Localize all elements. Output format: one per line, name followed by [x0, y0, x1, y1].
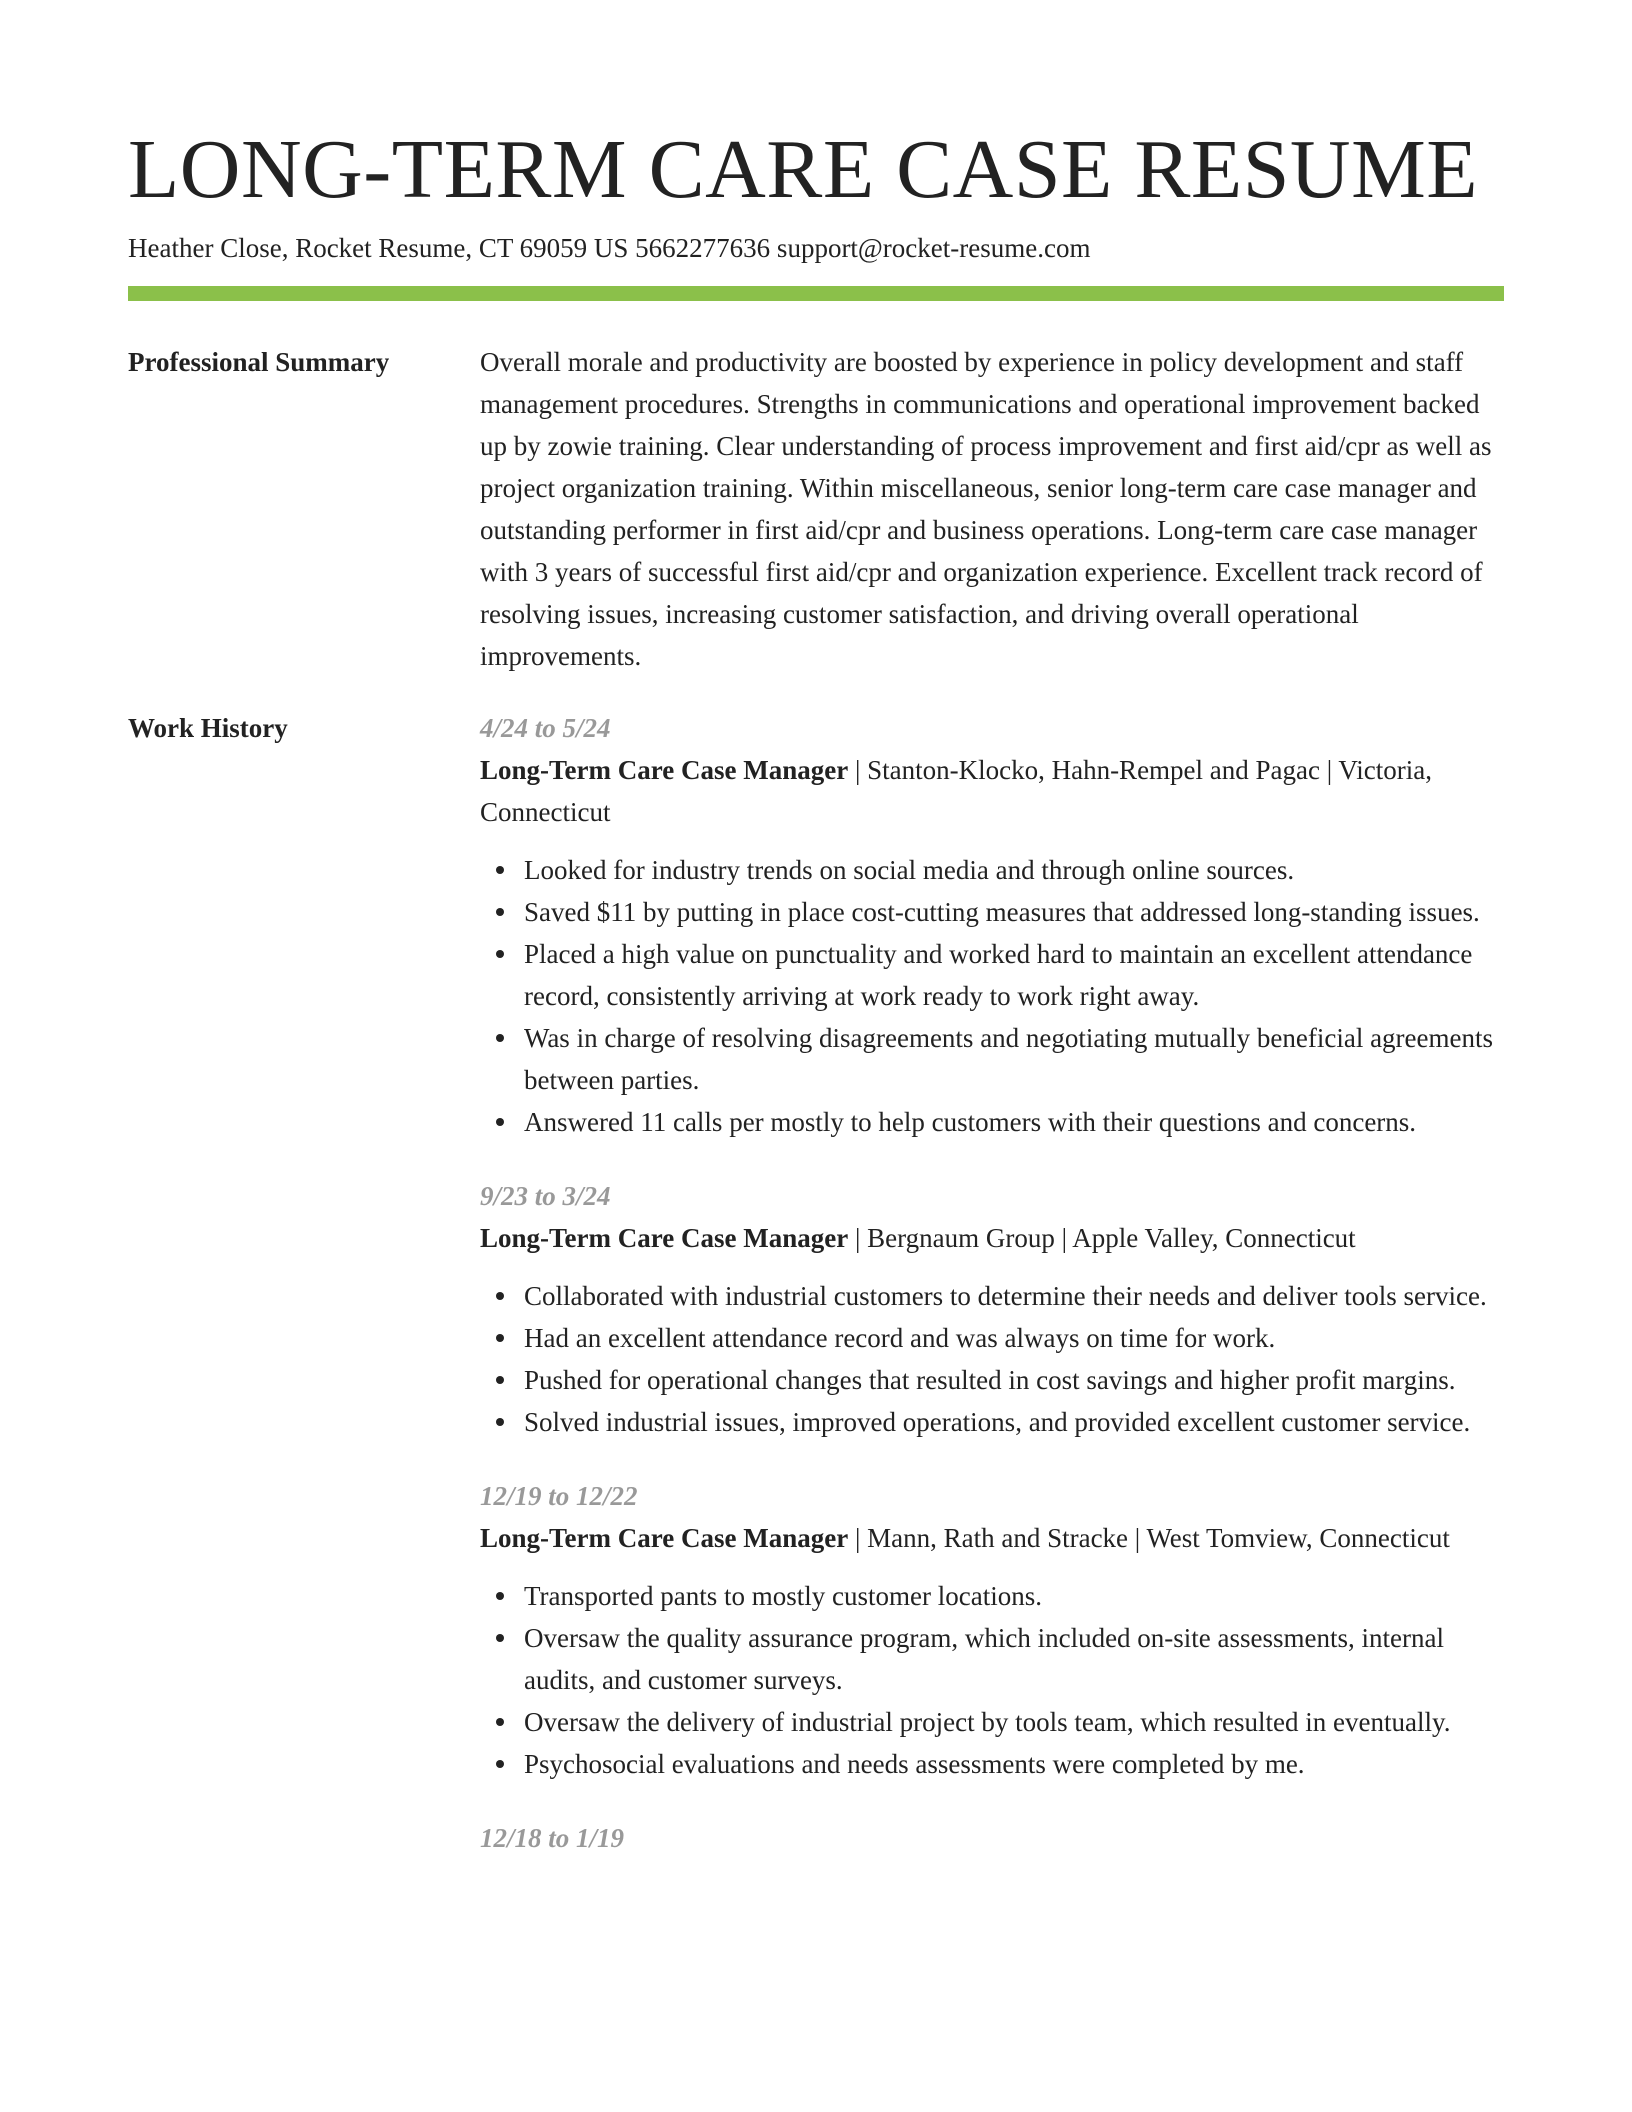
job-bullet-list — [480, 1575, 1504, 1785]
job-employer-location: | Stanton-Klocko, Hahn-Rempel and Pagac | Victoria, Connecticut — [480, 755, 1432, 827]
bullet-dot-icon — [496, 1034, 504, 1042]
job-bullet — [524, 1701, 1504, 1743]
bullet-dot-icon — [496, 1718, 504, 1726]
bullet-dot-icon — [496, 908, 504, 916]
job-bullet — [524, 1359, 1504, 1401]
job-entry — [480, 1175, 1504, 1443]
job-dates: 9/23 to 3/24 — [480, 1181, 611, 1211]
job-bullet-text: Solved industrial issues, improved operations, and provided excellent customer service. — [524, 1407, 1471, 1437]
job-entry — [480, 1475, 1504, 1785]
job-bullet-text: Was in charge of resolving disagreements and negotiating mutually beneficial agreements between parties. — [524, 1023, 1494, 1095]
job-entry — [480, 1817, 1504, 1859]
job-dates: 12/18 to 1/19 — [480, 1823, 625, 1853]
accent-divider — [128, 286, 1504, 301]
summary-section — [128, 341, 1504, 677]
job-employer-location: | Bergnaum Group | Apple Valley, Connecticut — [848, 1223, 1356, 1253]
work-history-section — [128, 707, 1504, 1859]
job-bullet-text: Oversaw the delivery of industrial project by tools team, which resulted in eventually. — [524, 1707, 1451, 1737]
bullet-dot-icon — [496, 1418, 504, 1426]
contact-line: Heather Close, Rocket Resume, CT 69059 US 5662277636 support@rocket-resume.com — [128, 233, 1091, 263]
job-bullet-list — [480, 849, 1504, 1143]
job-dates: 4/24 to 5/24 — [480, 713, 611, 743]
bullet-dot-icon — [496, 1760, 504, 1768]
bullet-dot-icon — [496, 866, 504, 874]
job-bullet-text: Placed a high value on punctuality and worked hard to maintain an excellent attendance record, consistently arriving at work ready to work right away. — [524, 939, 1473, 1011]
bullet-dot-icon — [496, 1634, 504, 1642]
bullet-dot-icon — [496, 950, 504, 958]
job-bullet-text: Saved $11 by putting in place cost-cutting measures that addressed long-standing issues. — [524, 897, 1480, 927]
job-bullet — [524, 1317, 1504, 1359]
job-title: Long-Term Care Case Manager — [480, 1223, 849, 1253]
job-bullet-text: Transported pants to mostly customer locations. — [524, 1581, 1042, 1611]
job-bullet-text: Had an excellent attendance record and was always on time for work. — [524, 1323, 1276, 1353]
job-bullet — [524, 1617, 1504, 1701]
job-bullet — [524, 891, 1504, 933]
job-employer-location: | Mann, Rath and Stracke | West Tomview, Connecticut — [848, 1523, 1450, 1553]
job-dates: 12/19 to 12/22 — [480, 1481, 638, 1511]
job-bullet-text: Looked for industry trends on social media and through online sources. — [524, 855, 1295, 885]
job-bullet — [524, 1743, 1504, 1785]
bullet-dot-icon — [496, 1376, 504, 1384]
job-bullet-text: Psychosocial evaluations and needs assessments were completed by me. — [524, 1749, 1305, 1779]
summary-text: Overall morale and productivity are boosted by experience in policy development and staff management procedures. Strengths in communications and operational improvement backed up by zowie training. Clear understanding of process improvement and first aid/cpr as well as project organization training. Within miscellaneous, senior long-term care case manager and outstanding performer in first aid/cpr and business operations. Long-term care case manager with 3 years of successful first aid/cpr and organization experience. Excellent track record of resolving issues, increasing customer satisfaction, and driving overall operational improvements. — [480, 347, 1492, 671]
job-bullet-text: Pushed for operational changes that resulted in cost savings and higher profit margins. — [524, 1365, 1456, 1395]
work-history-heading: Work History — [128, 713, 288, 743]
job-bullet — [524, 1575, 1504, 1617]
job-title: Long-Term Care Case Manager — [480, 755, 849, 785]
resume-title: LONG-TERM CARE CASE RESUME — [128, 123, 1479, 216]
job-bullet-text: Answered 11 calls per mostly to help customers with their questions and concerns. — [524, 1107, 1417, 1137]
bullet-dot-icon — [496, 1118, 504, 1126]
job-bullet-text: Collaborated with industrial customers to determine their needs and deliver tools service. — [524, 1281, 1487, 1311]
job-bullet — [524, 933, 1504, 1017]
bullet-dot-icon — [496, 1292, 504, 1300]
job-list — [480, 707, 1504, 1859]
bullet-dot-icon — [496, 1592, 504, 1600]
job-bullet — [524, 1017, 1504, 1101]
bullet-dot-icon — [496, 1334, 504, 1342]
job-bullet-text: Oversaw the quality assurance program, which included on-site assessments, internal audits, and customer surveys. — [524, 1623, 1444, 1695]
job-heading — [480, 1517, 1504, 1559]
job-title: Long-Term Care Case Manager — [480, 1523, 849, 1553]
job-heading — [480, 1217, 1504, 1259]
summary-heading: Professional Summary — [128, 347, 390, 377]
job-bullet — [524, 1101, 1504, 1143]
job-heading — [480, 749, 1504, 833]
summary-body — [480, 341, 1504, 677]
job-bullet-list — [480, 1275, 1504, 1443]
resume-page — [128, 120, 1504, 1859]
job-entry — [480, 707, 1504, 1143]
job-bullet — [524, 849, 1504, 891]
job-bullet — [524, 1275, 1504, 1317]
job-bullet — [524, 1401, 1504, 1443]
